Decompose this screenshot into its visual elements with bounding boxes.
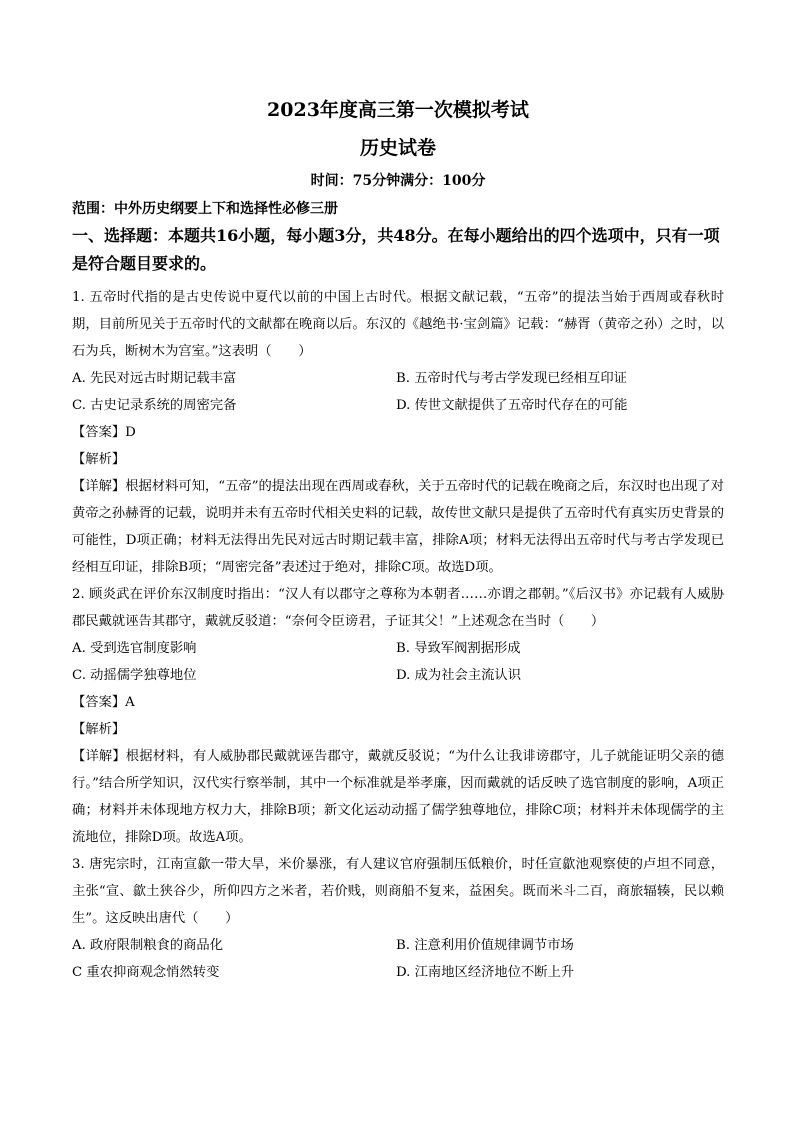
detail-explanation: 【详解】根据材料，有人威胁郡民戴就诬告郡守，戴就反驳说；“为什么让我诽谤郡守，儿子就能证明父亲的德行。”结合所学知识，汉代实行察举制，其中一个标准就是举孝廉，因而戴就的话反映了选官制度的影响，A项正确；材料并未体现地方权力大，排除B项；新文化运动动摇了儒学独尊地位，排除C项；材料并未体现儒学的主流地位，排除D项。故选A项。 [72, 749, 724, 845]
analysis-label: 【解析】 [72, 452, 126, 467]
exam-scope: 范围：中外历史纲要上下和选择性必修三册 [72, 201, 338, 217]
exam-page [72, 96, 724, 986]
question-2 [72, 581, 724, 851]
option-d: D. 成为社会主流认识 [396, 668, 522, 683]
answer-label: 【答案】A [72, 695, 135, 710]
option-d: D. 江南地区经济地位不断上升 [396, 965, 575, 980]
question-stem: 3. 唐宪宗时，江南宣歙一带大旱，米价暴涨，有人建议官府强制压低粮价，时任宣歙池观察使的卢坦不同意，主张“宣、歙土狭谷少，所仰四方之米者，若价贱，则商船不复来，益困矣。既而米斗二百，商旅辐辏，民以赖生”。这反映出唐代（ ） [72, 857, 724, 926]
question-3 [72, 851, 724, 986]
option-c: C 重农抑商观念悄然转变 [72, 965, 220, 980]
exam-subject: 历史试卷 [359, 137, 436, 159]
option-d: D. 传世文献提供了五帝时代存在的可能 [396, 398, 628, 413]
option-b: B. 五帝时代与考古学发现已经相互印证 [396, 371, 627, 386]
answer-label: 【答案】D [72, 425, 136, 440]
option-a: A. 受到选官制度影响 [72, 641, 197, 656]
analysis-label: 【解析】 [72, 722, 126, 737]
option-a: A. 先民对远古时期记载丰富 [72, 371, 237, 386]
question-options [72, 365, 724, 419]
option-b: B. 导致军阀割据形成 [396, 641, 521, 656]
option-a: A. 政府限制粮食的商品化 [72, 938, 224, 953]
question-options [72, 932, 724, 986]
option-c: C. 动摇儒学独尊地位 [72, 668, 197, 683]
section-heading: 一、选择题：本题共16小题，每小题3分，共48分。在每小题给出的四个选项中，只有一项是符合题目要求的。 [72, 226, 720, 273]
question-stem: 2. 顾炎武在评价东汉制度时指出：“汉人有以郡守之尊称为本朝者……亦谓之郡朝。”《后汉书》亦记载有人威胁郡民戴就诬告其郡守，戴就反驳道：“奈何令臣谤君，子证其父！”上述观念在当时（ ） [72, 587, 724, 629]
detail-explanation: 【详解】根据材料可知，“五帝”的提法出现在西周或春秋，关于五帝时代的记载在晚商之后，东汉时也出现了对黄帝之孙赫胥的记载，说明并未有五帝时代相关史料的记载，故传世文献只是提供了五帝时代有真实历史背景的可能性，D项正确；材料无法得出先民对远古时期记载丰富，排除A项；材料无法得出五帝时代与考古学发现已经相互印证，排除B项；“周密完备”表述过于绝对，排除C项。故选D项。 [72, 479, 724, 575]
question-options [72, 635, 724, 689]
exam-time-score: 时间：75分钟满分：100分 [310, 173, 486, 189]
question-stem: 1. 五帝时代指的是古史传说中夏代以前的中国上古时代。根据文献记载，“五帝”的提法当始于西周或春秋时期，目前所见关于五帝时代的文献都在晚商以后。东汉的《越绝书·宝剑篇》记载：“赫胥（黄帝之孙）之时，以石为兵，断树木为宫室。”这表明（ ） [72, 290, 724, 359]
exam-title: 2023年度高三第一次模拟考试 [267, 99, 529, 121]
question-1 [72, 284, 724, 581]
option-b: B. 注意利用价值规律调节市场 [396, 938, 574, 953]
option-c: C. 古史记录系统的周密完备 [72, 398, 237, 413]
